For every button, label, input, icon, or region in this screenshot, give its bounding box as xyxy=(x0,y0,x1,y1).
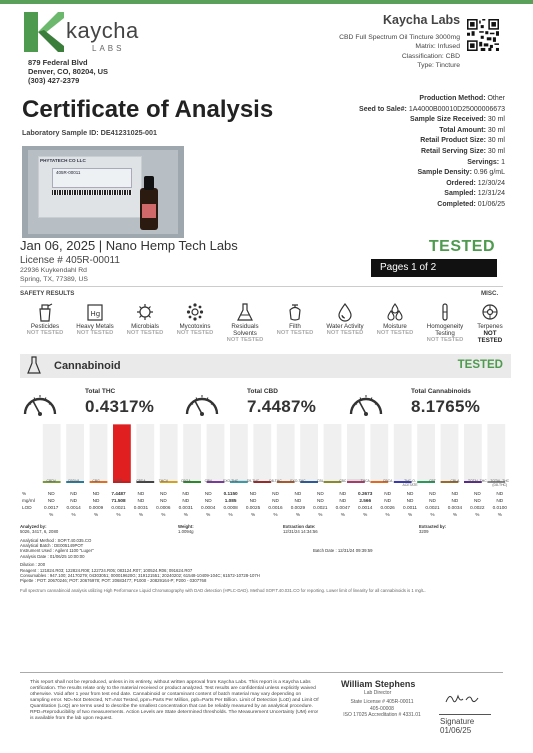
table-col-header: CBC xyxy=(339,479,347,483)
table-cell-mg: ND xyxy=(429,498,436,503)
table-cell-mg: ND xyxy=(204,498,212,503)
table-cell-mg: ND xyxy=(294,498,302,503)
table-col-header: CBCA xyxy=(382,479,393,483)
chart-bar-track xyxy=(394,424,412,481)
client-address: 22936 Kuykendahl Rd Spring, TX, 77389, US xyxy=(20,267,88,283)
table-col-header: CBDVA xyxy=(67,479,80,483)
table-col-header: CBG xyxy=(92,479,100,483)
gauge-icon xyxy=(184,388,220,418)
table-col-header: TOTAL-THC xyxy=(467,479,487,483)
client-license: License # 405R-00011 xyxy=(20,255,120,266)
table-row-label: mg/ml xyxy=(22,498,35,503)
table-col-header: D9-THC xyxy=(246,479,260,483)
table-cell-lod: 0.0031 xyxy=(178,505,193,510)
table-col-header: CBL xyxy=(317,479,324,483)
table-cell-unit: % xyxy=(250,512,256,517)
heavy-metals-icon xyxy=(86,302,104,322)
table-col-header: CBDA xyxy=(136,479,146,483)
table-cell-pct: 0.1150 xyxy=(223,491,238,496)
homogeneity-icon xyxy=(436,302,454,322)
signer-title: Lab Director xyxy=(364,690,392,696)
table-cell-lod: 0.0022 xyxy=(470,505,485,510)
table-cell-lod: 0.0014 xyxy=(358,505,373,510)
table-cell-unit: % xyxy=(273,512,278,517)
table-col-header: THCA xyxy=(360,479,370,483)
table-cell-unit: % xyxy=(71,512,76,517)
table-cell-pct: ND xyxy=(406,491,414,496)
table-cell-lod: 0.0034 xyxy=(447,505,463,510)
table-cell-unit: % xyxy=(430,512,435,517)
table-cell-pct: ND xyxy=(249,491,257,496)
table-col-header: CBDV xyxy=(46,479,56,483)
extraction-date: Extraction date: 12/31/24 14:34:56 xyxy=(283,524,318,535)
safety-tiles xyxy=(20,302,468,350)
chart-bar-track xyxy=(487,424,505,481)
table-cell-mg: ND xyxy=(339,498,347,503)
svg-text:Hg: Hg xyxy=(90,310,101,318)
table-cell-mg: ND xyxy=(272,498,279,503)
table-cell-pct: ND xyxy=(272,491,279,496)
table-cell-lod: 0.0014 xyxy=(66,505,81,510)
table-cell-unit: % xyxy=(228,512,233,517)
page-title: Certificate of Analysis xyxy=(22,96,274,123)
table-cell-unit: % xyxy=(475,512,480,517)
footer-divider xyxy=(20,672,503,673)
table-col-header: D8-THC xyxy=(269,479,282,483)
signature-date: 01/06/25 xyxy=(440,726,472,735)
table-cell-unit: % xyxy=(116,512,121,517)
table-cell-mg: 1.085 xyxy=(224,498,237,503)
table-cell-pct: 7.4487 xyxy=(111,491,126,496)
table-col-header: THC-O-ACETATE xyxy=(402,479,418,487)
chart-bar-track xyxy=(66,424,84,481)
table-cell-pct: ND xyxy=(159,491,167,496)
table-cell-unit: % xyxy=(295,512,300,517)
signature-label: Signature xyxy=(440,717,475,726)
lab-sample-id: Laboratory Sample ID: DE41231025-001 xyxy=(22,128,158,137)
microbials-icon xyxy=(136,302,154,322)
misc-heading: MISC. xyxy=(481,290,499,297)
safety-tile-homogeneity[interactable]: Homogeneity Testing NOT TESTED xyxy=(420,302,470,344)
weight: Weight: 1.0094g xyxy=(178,524,194,535)
chart-bar-track xyxy=(253,424,271,481)
chart-bar-track xyxy=(370,424,388,481)
table-cell-pct: ND xyxy=(429,491,436,496)
chart-bar-track xyxy=(160,424,178,481)
sample-photo: PHYTATECH CO LLC 405R-00011 xyxy=(22,146,184,238)
table-cell-mg: ND xyxy=(316,498,324,503)
safety-tile-heavy-metals[interactable]: Hg Heavy Metals NOT TESTED xyxy=(70,302,120,337)
table-cell-mg: ND xyxy=(406,498,414,503)
table-cell-mg: ND xyxy=(159,498,167,503)
table-cell-unit: % xyxy=(385,512,390,517)
table-cell-mg: ND xyxy=(384,498,392,503)
consumables: Consumables : 947.100; 24170279; 04303051; 000019620G; 319121551; 20240202; 61548-10409-104C; 61572-10728-107H xyxy=(20,573,260,578)
pipette: Pipette : POT: 20670246; POT: 20676978; POT: 20683477; P1000 - 20829164-P; P200 - 0307768 xyxy=(20,578,207,583)
table-cell-lod: 0.0016 xyxy=(268,505,283,510)
table-col-header: EXO-THC xyxy=(223,479,239,483)
chart-bar-track xyxy=(441,424,459,481)
table-cell-pct: ND xyxy=(182,491,190,496)
table-cell-lod: 0.0100 xyxy=(492,505,507,510)
tested-status: TESTED xyxy=(428,238,495,255)
table-cell-pct: 0.2673 xyxy=(358,491,373,496)
total-thc-value: 0.4317% xyxy=(85,397,155,416)
chart-bar-track xyxy=(207,424,225,481)
chart-bar-track xyxy=(417,424,435,481)
table-cell-unit: % xyxy=(452,512,457,517)
table-cell-lod: 0.0021 xyxy=(111,505,126,510)
reagent: Reagent : 121824.R03; 122824.R08; 122724.R05; 083124.R07; 100524.R06; 091624.R07 xyxy=(20,568,193,573)
safety-tile-residual-solvents[interactable]: Residuals Solvents NOT TESTED xyxy=(220,302,270,344)
dilution: Dilution : 200 xyxy=(20,562,46,567)
table-col-header: CBLA xyxy=(450,479,460,483)
table-cell-lod: 0.0026 xyxy=(380,505,395,510)
report-date-lab: Jan 06, 2025 | Nano Hemp Tech Labs xyxy=(20,238,238,253)
table-cell-mg: ND xyxy=(47,498,55,503)
table-col-header: CBT xyxy=(429,479,436,483)
table-cell-mg: ND xyxy=(92,498,100,503)
table-cell-mg: 71.508 xyxy=(111,498,126,503)
moisture-icon xyxy=(386,302,404,322)
table-cell-unit: % xyxy=(318,512,323,517)
signer-name: William Stephens xyxy=(341,679,416,689)
page-indicator: Pages 1 of 2 xyxy=(371,259,497,277)
table-cell-lod: 0.0021 xyxy=(313,505,328,510)
extracted-by: Extracted by: 3209 xyxy=(419,524,447,535)
safety-tile-mycotoxins[interactable]: Mycotoxins NOT TESTED xyxy=(170,302,220,337)
chart-bar-track xyxy=(43,424,61,481)
table-cell-mg: ND xyxy=(496,498,504,503)
method-note: Full spectrum cannabinoid analysis utilizing High Performance Liquid Chromatography with DAD detection (HPLC-DAD). Method SOP.T.40.031.CO for reporting. Lower limit of linearity for all cannabinoids is 1 mg/L. xyxy=(20,588,426,593)
safety-tile-water-activity[interactable]: Water Activity NOT TESTED xyxy=(320,302,370,337)
misc-tile-terpenes[interactable]: Terpenes NOT TESTED xyxy=(472,302,508,344)
safety-tile-filth[interactable]: Filth NOT TESTED xyxy=(270,302,320,337)
table-cell-unit: % xyxy=(497,512,502,517)
table-cell-lod: 0.0025 xyxy=(245,505,261,510)
pesticide-icon xyxy=(36,302,54,322)
table-col-header: EXO-THC xyxy=(290,479,306,483)
chart-bar-track xyxy=(347,424,365,481)
table-row-label: LOD xyxy=(22,505,32,510)
table-cell-mg: 2.566 xyxy=(359,498,372,503)
table-cell-unit: % xyxy=(363,512,368,517)
table-cell-pct: ND xyxy=(92,491,100,496)
table-cell-lod: 0.0011 xyxy=(403,505,418,510)
table-cell-unit: % xyxy=(206,512,211,517)
table-cell-unit: % xyxy=(183,512,188,517)
table-cell-mg: ND xyxy=(249,498,257,503)
table-cell-mg: ND xyxy=(451,498,459,503)
chart-bar-track xyxy=(300,424,318,481)
table-cell-pct: ND xyxy=(339,491,347,496)
analyzed-by: Analyzed by: 5026, 3417, 6, 2080 xyxy=(20,524,59,535)
chart-bar-track xyxy=(136,424,154,481)
cannabinoid-chart xyxy=(40,424,508,484)
signature-line xyxy=(439,714,491,715)
gauge-icon xyxy=(22,388,58,418)
table-cell-pct: ND xyxy=(473,491,481,496)
table-cell-mg: ND xyxy=(70,498,78,503)
table-cell-mg: ND xyxy=(473,498,481,503)
company-name: Kaycha Labs xyxy=(383,13,461,27)
table-cell-lod: 0.0029 xyxy=(290,505,306,510)
water-activity-icon xyxy=(336,302,354,322)
analytical-details: Analytical Method : SOP.T.40.035.CO Analytical Batch : DE005149POT Instrument Used : Agilent 1100 "Luger" Analysis Date : 01/06/25 10:00:00 xyxy=(20,538,94,559)
total-cbd-label: Total CBD xyxy=(247,388,278,395)
safety-tile-pesticides[interactable]: Pesticides NOT TESTED xyxy=(20,302,70,337)
table-cell-unit: % xyxy=(49,512,54,517)
table-cell-pct: ND xyxy=(496,491,504,496)
kaycha-logo-icon xyxy=(24,12,64,52)
qr-code-icon[interactable] xyxy=(467,19,499,51)
sample-info-list: Production Method: Other Seed to Sale#: 1A4000B00010D25000006673 Sample Size Received: 30 ml Total Amount: 30 ml Retail Product Size: 30 ml Retail Serving Size: 30 ml Servings: 1 Sample Density: 0.96 g/mL Ordered: 12/30/24 Sampled: 12/31/24 Completed: 01/06/25 xyxy=(359,95,505,208)
product-info: CBD Full Spectrum Oil Tincture 3000mg Matrix: Infused Classification: CBD Type: Tincture xyxy=(339,34,460,70)
mycotoxins-icon xyxy=(186,302,204,322)
safety-tile-moisture[interactable]: Moisture NOT TESTED xyxy=(370,302,420,337)
filth-icon xyxy=(286,302,304,322)
total-cannabinoids-label: Total Cannabinoids xyxy=(411,388,471,395)
chart-bar-track xyxy=(230,424,248,481)
chart-bar-track xyxy=(90,424,108,481)
table-cell-lod: 0.0047 xyxy=(335,505,350,510)
lab-address: 879 Federal Blvd Denver, CO, 80204, US (303) 427-2379 xyxy=(28,58,109,85)
table-cell-mg: ND xyxy=(137,498,145,503)
cannabinoid-title: Cannabinoid xyxy=(54,360,121,372)
table-cell-lod: 0.0021 xyxy=(425,505,440,510)
safety-heading: SAFETY RESULTS xyxy=(20,290,75,297)
table-col-header: CBGA xyxy=(180,479,191,483)
table-cell-unit: % xyxy=(407,512,413,517)
chart-bar-track xyxy=(324,424,342,481)
table-col-header: TOTAL-THC (D8-THC) xyxy=(490,479,510,487)
logo-name: kaycha xyxy=(66,18,139,43)
table-cell-unit: % xyxy=(340,512,345,517)
total-cannabinoids-value: 8.1765% xyxy=(411,397,481,416)
table-cell-pct: ND xyxy=(204,491,212,496)
gauge-icon xyxy=(348,388,384,418)
license-lines: State License # 405R-00011 405-00008 ISO 17025 Accreditation # 4331.01 xyxy=(343,699,421,719)
table-cell-lod: 0.0004 xyxy=(201,505,216,510)
signature-icon xyxy=(444,690,484,708)
table-cell-lod: 0.0008 xyxy=(223,505,238,510)
table-cell-lod: 0.0031 xyxy=(133,505,149,510)
table-cell-unit: % xyxy=(93,512,99,517)
disclaimer: This report shall not be reproduced, unless in its entirety, without written approval from Kaycha Labs. This report is a Kaycha Labs certification. The results relate only to the material received or product analyzed. Test results are confidential unless explicitly waived otherwise. Void after 1 year from test end date. Cannabinoid or contaminant content of batch material may vary depending on sampling error. ND=Not Detected, NT=Not Tested, ppm=Parts Per Million, ppb=Parts Per Billion. Limit of Detection (LoD) and Limit Of Quantitation (LoQ) are terms used to describe the smallest concentration that can be reliably measured by an analytical procedure. RPD=Reproducibility of two measurements. Action Levels are State determined thresholds. The Measurement Uncertainty (UM) error is available from the lab upon request. xyxy=(30,680,319,721)
table-cell-pct: ND xyxy=(70,491,78,496)
table-col-header: CBD xyxy=(114,479,123,483)
top-accent-bar xyxy=(0,0,533,4)
chart-bar-cbd xyxy=(113,424,131,481)
cannabinoid-tested: TESTED xyxy=(457,359,503,371)
table-cell-pct: ND xyxy=(316,491,324,496)
divider xyxy=(20,286,503,287)
table-cell-lod: 0.0017 xyxy=(44,505,59,510)
safety-tile-microbials[interactable]: Microbials NOT TESTED xyxy=(120,302,170,337)
table-cell-unit: % xyxy=(138,512,143,517)
table-cell-pct: ND xyxy=(384,491,392,496)
chart-bar-track xyxy=(464,424,482,481)
table-cell-mg: ND xyxy=(182,498,190,503)
logo-sub: LABS xyxy=(92,44,125,53)
chart-bar-track xyxy=(277,424,295,481)
table-cell-pct: ND xyxy=(451,491,459,496)
flask-icon xyxy=(236,302,254,322)
terpenes-icon xyxy=(481,302,499,322)
chart-bar-track xyxy=(183,424,201,481)
table-cell-lod: 0.0006 xyxy=(156,505,171,510)
table-cell-pct: ND xyxy=(294,491,302,496)
flask-icon xyxy=(27,355,41,375)
table-col-header: CBN xyxy=(204,479,212,483)
batch-date: Batch Date : 12/31/24 09:39:59 xyxy=(313,548,373,553)
table-cell-pct: ND xyxy=(47,491,55,496)
table-cell-pct: ND xyxy=(137,491,145,496)
table-col-header: THCV xyxy=(158,479,168,483)
total-thc-label: Total THC xyxy=(85,388,116,395)
table-cell-unit: % xyxy=(161,512,166,517)
table-cell-lod: 0.0009 xyxy=(88,505,104,510)
total-cbd-value: 7.4487% xyxy=(247,397,317,416)
table-row-label: % xyxy=(22,491,27,496)
